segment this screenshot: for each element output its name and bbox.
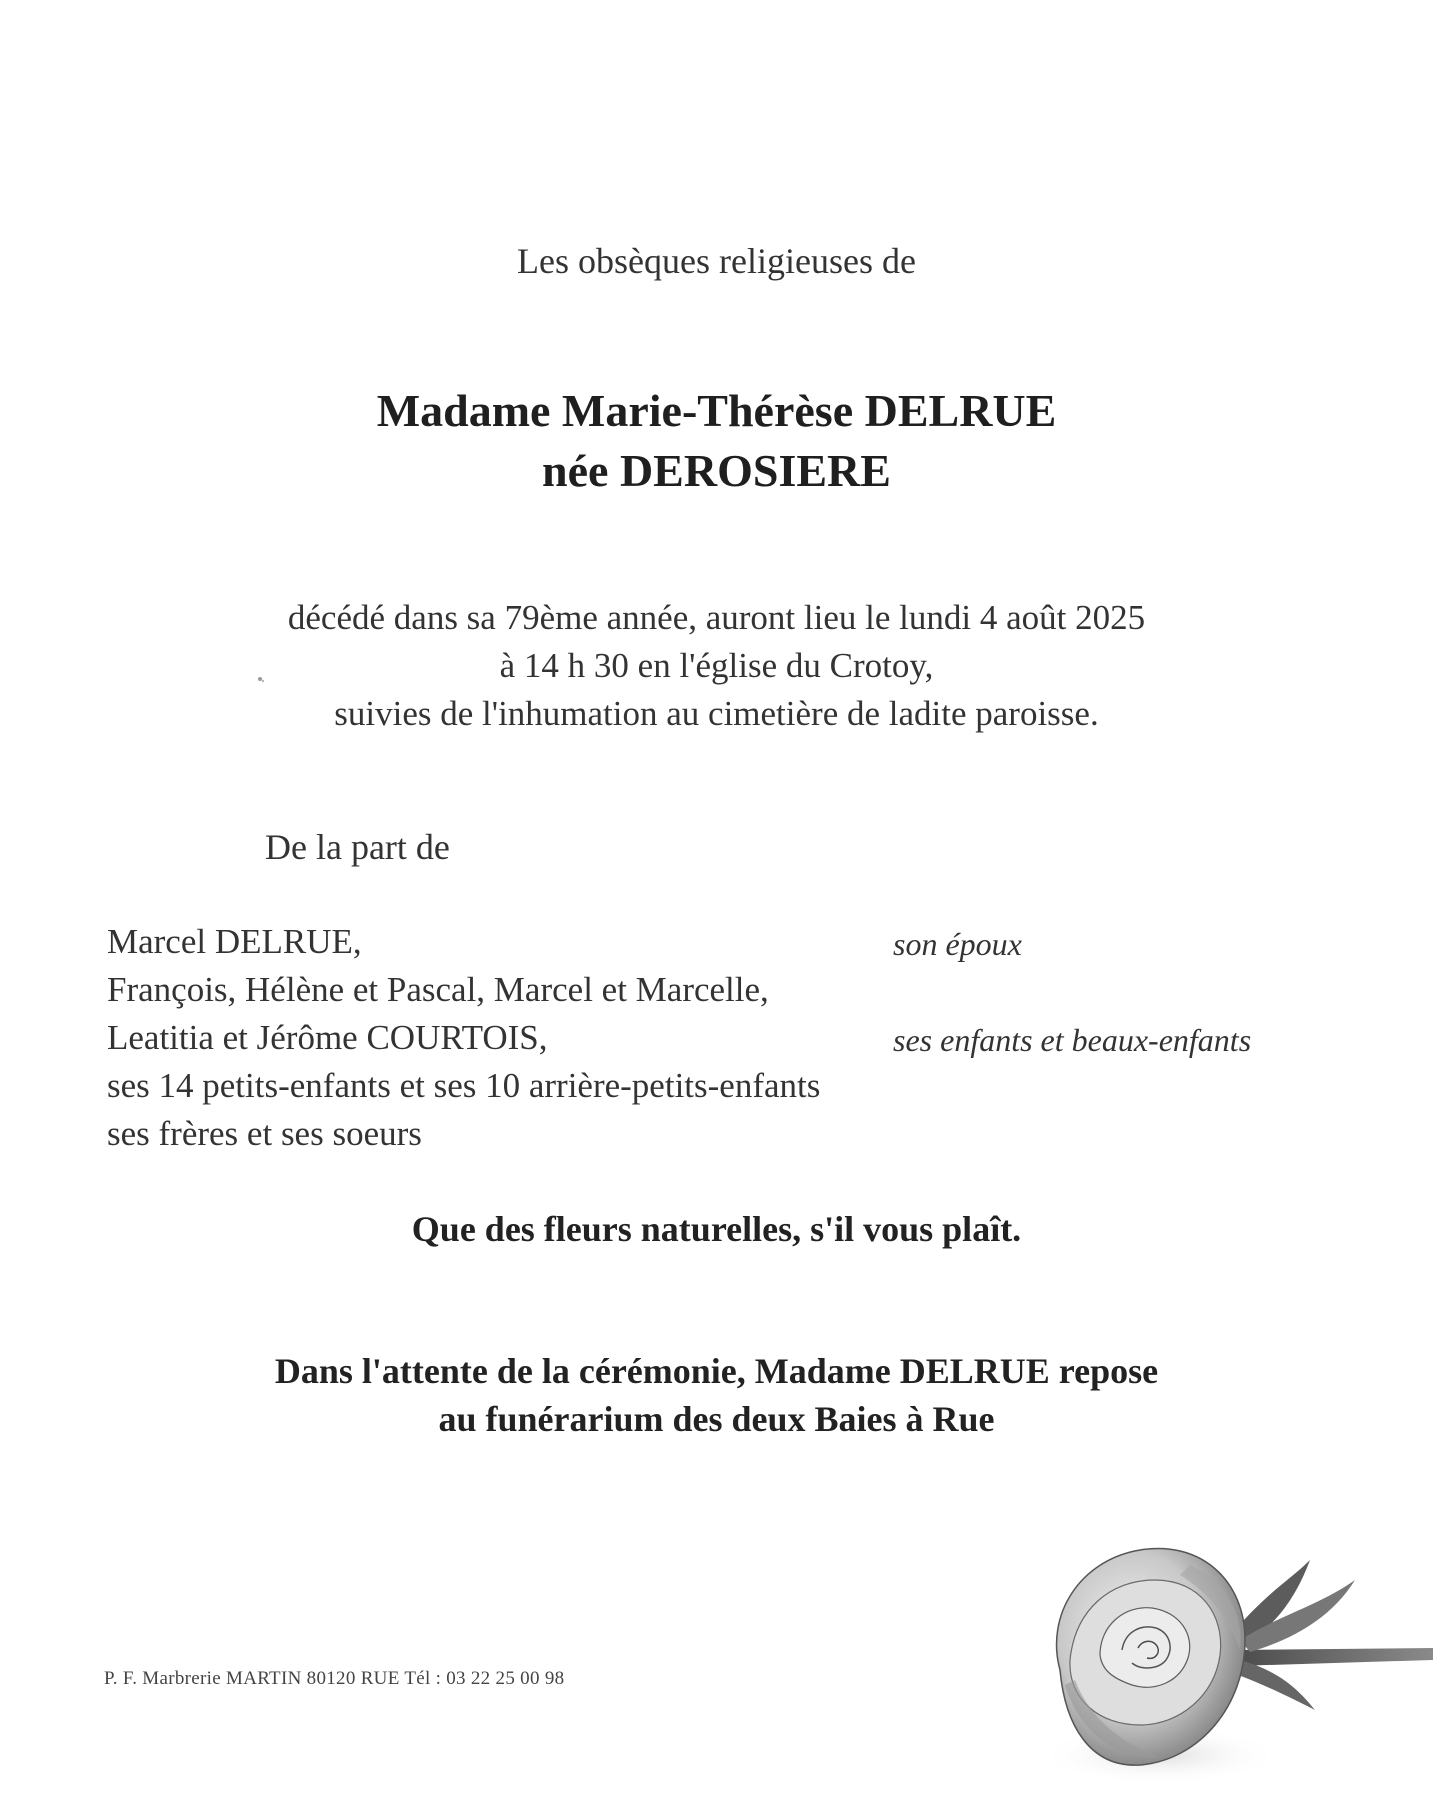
relation-spouse: son époux	[893, 926, 1022, 962]
family-line-siblings: ses frères et ses soeurs	[107, 1114, 422, 1153]
relation-children: ses enfants et beaux-enfants	[893, 1022, 1252, 1058]
family-line-grandchildren: ses 14 petits-enfants et ses 10 arrière-petits-enfants	[107, 1066, 821, 1105]
funeral-home-line-1: Dans l'attente de la cérémonie, Madame DELRUE repose	[274, 1351, 1159, 1391]
scan-speck-icon	[257, 676, 265, 683]
funeral-director-footer: P. F. Marbrerie MARTIN 80120 RUE Tél : 03 22 25 00 98	[104, 1668, 565, 1689]
deceased-name: Madame Marie-Thérèse DELRUE	[376, 385, 1057, 436]
details-line-3: suivies de l'inhumation au cimetière de ladite paroisse.	[334, 694, 1099, 733]
funeral-home-line-2: au funérarium des deux Baies à Rue	[438, 1399, 995, 1439]
family-line-children-1: François, Hélène et Pascal, Marcel et Marcelle,	[107, 970, 769, 1009]
flowers-request: Que des fleurs naturelles, s'il vous plaît.	[411, 1209, 1022, 1249]
intro-text: Les obsèques religieuses de	[517, 241, 916, 281]
details-line-2: à 14 h 30 en l'église du Crotoy,	[499, 646, 934, 685]
rose-icon	[1040, 1520, 1433, 1790]
maiden-name: née DEROSIERE	[542, 445, 891, 496]
from-label: De la part de	[265, 827, 450, 867]
family-line-children-2: Leatitia et Jérôme COURTOIS,	[107, 1018, 548, 1057]
family-line-spouse: Marcel DELRUE,	[107, 922, 362, 961]
details-line-1: décédé dans sa 79ème année, auront lieu le lundi 4 août 2025	[287, 598, 1146, 637]
